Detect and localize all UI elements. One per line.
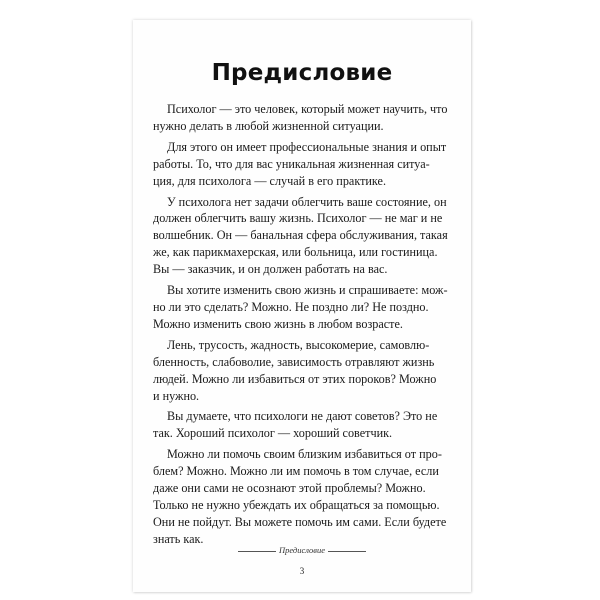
book-page [133,20,471,592]
text-line: Лень, трусость, жадность, высокомерие, самовлю- [167,337,430,352]
text-line: Психолог — это человек, который может научить, что [167,102,448,116]
text-line: но ли это сделать? Можно. Не поздно ли? Не поздно. [153,299,429,314]
text-line: Они не пойдут. Вы можете помочь им сами. Если будете [153,514,447,529]
text-line: У психолога нет задачи облегчить ваше состояние, он [167,194,447,209]
paragraph [153,282,452,333]
paragraph [153,194,452,279]
text-line: нужно делать в любой жизненной ситуации. [153,118,384,133]
text-line: должен облегчить вашу жизнь. Психолог — не маг и не [153,211,443,226]
text-line: Для этого он имеет профессиональные знания и опыт [167,139,447,154]
text-line: даже они сами не осознают этой проблемы? Можно. [153,481,426,496]
text-line: людей. Можно ли избавиться от этих пороков? Можно [153,371,437,386]
footer-label: Предисловие [278,545,326,555]
paragraph [153,337,452,405]
paragraph [153,139,452,190]
text-line: и нужно. [153,388,200,403]
footer-rule-left [238,551,276,552]
page-title: Предисловие [211,60,393,86]
paragraph [153,101,452,135]
text-line: ция, для психолога — случай в его практике. [153,173,387,188]
text-line: Вы — заказчик, и он должен работать на вас. [153,262,388,277]
text-line: Вы хотите изменить свою жизнь и спрашиваете: мож- [167,283,448,298]
page-number: 3 [299,566,305,576]
text-line: волшебник. Он — банальная сфера обслуживания, такая [153,228,448,243]
text-line: же, как парикмахерская, или больница, или гостиница. [153,245,438,260]
text-line: Только не нужно убеждать их обращаться за помощью. [153,497,440,512]
text-line: блем? Можно. Можно ли им помочь в том случае, если [153,464,439,479]
text-line: Можно изменить свою жизнь в любом возрасте. [153,316,403,331]
text-line: работы. То, что для вас уникальная жизненная ситуа- [153,156,430,171]
body-text [153,101,452,552]
footer-rule-right [328,551,366,552]
text-line: Можно ли помочь своим близким избавиться от про- [167,447,442,462]
text-line: бленность, слабоволие, зависимость отравляют жизнь [153,354,435,369]
paragraph [153,446,452,547]
text-line: так. Хороший психолог — хороший советчик. [153,426,393,441]
running-footer [133,545,471,555]
text-line: Вы думаете, что психологи не дают советов? Это не [167,409,438,424]
paragraph [153,408,452,442]
text-line: знать как. [153,531,204,546]
